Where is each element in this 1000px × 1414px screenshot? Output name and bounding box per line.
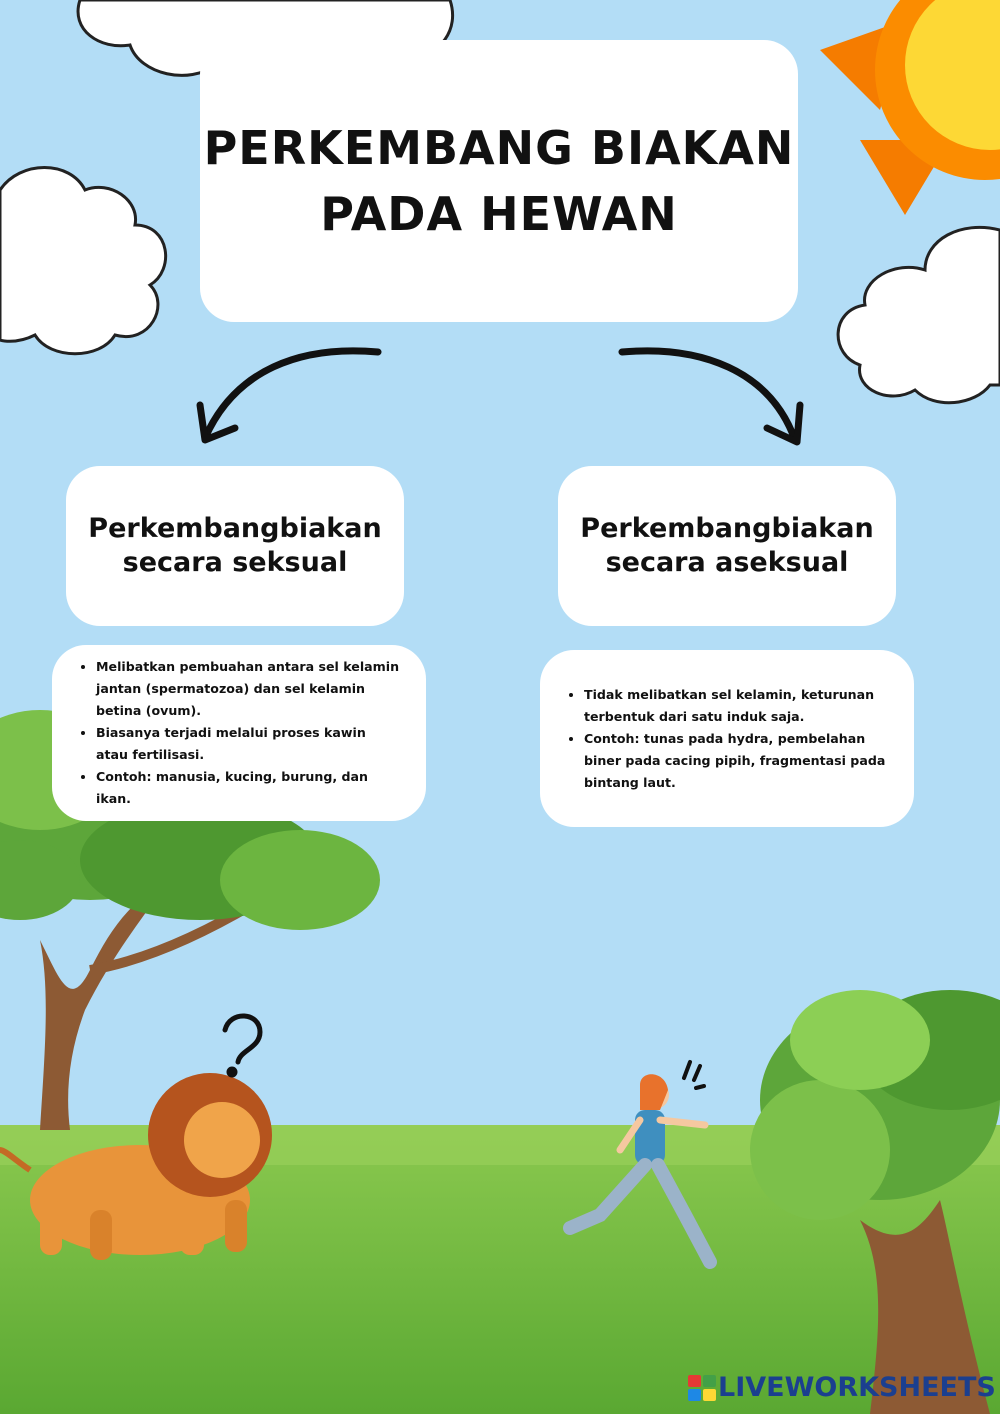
list-item: • Biasanya terjadi melalui proses kawin atau fertilisasi.	[96, 722, 400, 766]
list-item: • Contoh: tunas pada hydra, pembelahan biner pada cacing pipih, fragmentasi pada bintang laut.	[584, 728, 888, 794]
title-card	[200, 40, 798, 322]
asexual-heading-card	[558, 466, 896, 626]
asexual-heading-line-2: secara aseksual	[605, 547, 849, 578]
sexual-heading-line-1: Perkembangbiakan	[88, 513, 382, 544]
question-mark-icon	[225, 1016, 260, 1075]
arrow-left-icon	[200, 351, 378, 440]
asexual-points-list	[564, 684, 888, 794]
sexual-points-card	[52, 645, 426, 821]
asexual-heading-line-1: Perkembangbiakan	[580, 513, 874, 544]
sexual-points-list	[76, 656, 400, 810]
watermark-text: LIVEWORKSHEETS	[718, 1372, 996, 1403]
list-item: • Melibatkan pembuahan antara sel kelamin jantan (spermatozoa) dan sel kelamin betina (ovum).	[96, 656, 400, 722]
page-title-line-1: PERKEMBANG BIAKAN	[203, 121, 795, 175]
sexual-heading-line-2: secara seksual	[122, 547, 348, 578]
cloud-icon	[838, 227, 1000, 402]
exclamation-icon	[684, 1062, 704, 1088]
asexual-points-card	[540, 650, 914, 827]
arrow-right-icon	[622, 351, 800, 442]
page-title-line-2: PADA HEWAN	[320, 187, 678, 241]
liveworksheets-logo-icon	[688, 1375, 718, 1401]
cloud-icon	[0, 168, 166, 354]
liveworksheets-watermark	[688, 1372, 996, 1403]
sun-icon	[820, 0, 1000, 215]
list-item: • Tidak melibatkan sel kelamin, keturunan terbentuk dari satu induk saja.	[584, 684, 888, 728]
list-item: • Contoh: manusia, kucing, burung, dan ikan.	[96, 766, 400, 810]
sexual-heading-card	[66, 466, 404, 626]
